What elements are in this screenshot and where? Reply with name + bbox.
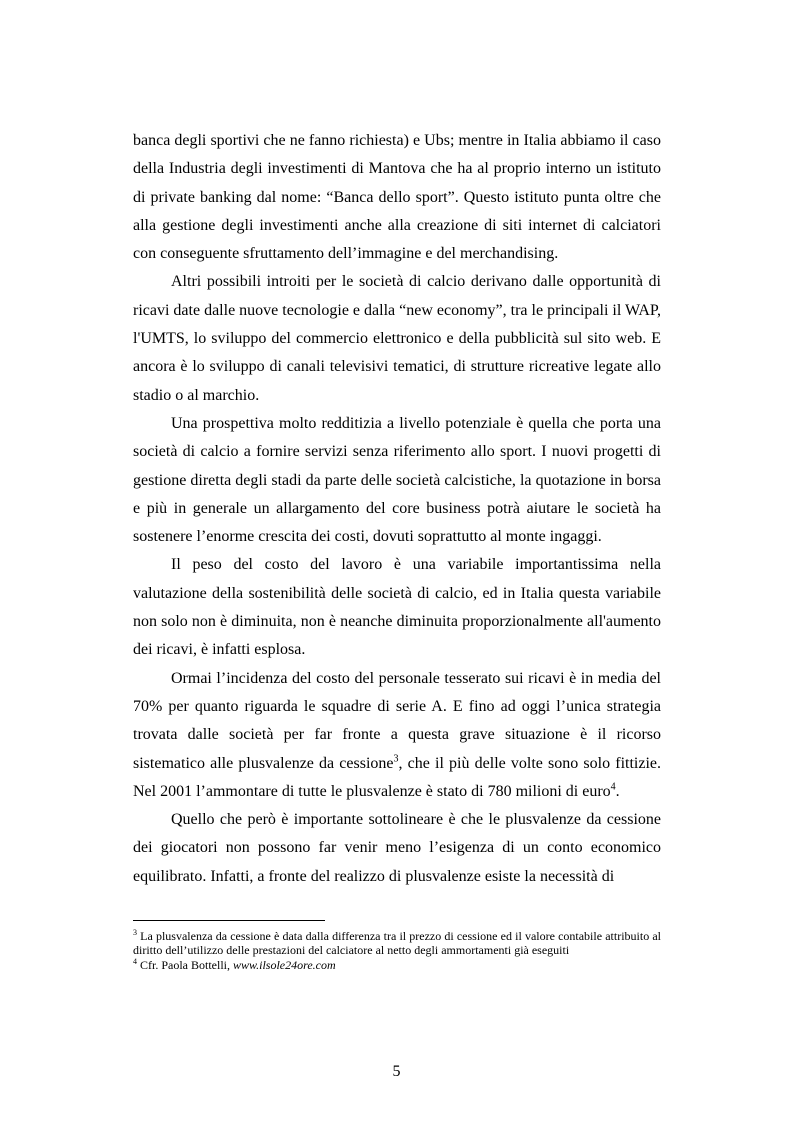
paragraph-4: Il peso del costo del lavoro è una variabile importantissima nella valutazione della sostenibilità delle società di calcio, ed in Italia questa variabile non solo non è diminuita, non è neanche diminuita proporzionalmente all'aumento dei ricavi, è infatti esplosa.: [133, 556, 661, 659]
footnote-ref-3: 3: [393, 753, 399, 765]
footnote-separator: [133, 920, 325, 921]
footnote-3-mark: 3: [133, 928, 137, 937]
paragraph-1: banca degli sportivi che ne fanno richiesta) e Ubs; mentre in Italia abbiamo il caso della Industria degli investimenti di Mantova che ha al proprio interno un istituto di private banking dal nome: “Banca dello sport”. Questo istituto punta oltre che alla gestione degli investimenti anche alla creazione di siti internet di calciatori con conseguente sfruttamento dell’immagine e del merchandising.: [133, 132, 661, 263]
page-number: 5: [392, 1063, 401, 1080]
paragraph-5-part-b: , che il più delle volte sono solo fittizie. Nel 2001 l’ammontare di tutte le plusvalenze è stato di 780 milioni di euro: [133, 754, 662, 800]
footnotes: [133, 929, 661, 972]
paragraph-5-part-c: .: [615, 782, 620, 800]
footnote-4-text: Cfr. Paola Bottelli,: [137, 957, 233, 972]
document-body: [133, 127, 661, 891]
footnote-4-mark: 4: [133, 956, 137, 966]
footnote-ref-4: 4: [610, 781, 616, 793]
footnote-4: [133, 958, 661, 972]
paragraph-6: Quello che però è importante sottolineare è che le plusvalenze da cessione dei giocatori non possono far venir meno l’esigenza di un conto economico equilibrato. Infatti, a fronte del realizzo di plusvalenze esiste la necessità di: [133, 811, 661, 885]
paragraph-5-part-a: Ormai l’incidenza del costo del personale tesserato sui ricavi è in media del 70% per quanto riguarda le squadre di serie A. E fino ad oggi l’unica strategia trovata dalle società per far fronte a questa grave situazione è il ricorso sistematico alle plusvalenze da cessione: [133, 669, 661, 772]
paragraph-2: Altri possibili introiti per le società di calcio derivano dalle opportunità di ricavi date dalle nuove tecnologie e dalla “new economy”, tra le principali il WAP, l'UMTS, lo sviluppo del commercio elettronico e della pubblicità sul sito web. E ancora è lo sviluppo di canali televisivi tematici, di strutture ricreative legate allo stadio o al marchio.: [133, 273, 661, 404]
footnote-4-url[interactable]: www.ilsole24ore.com: [233, 957, 336, 972]
footnote-3-text: La plusvalenza da cessione è data dalla differenza tra il prezzo di cessione ed il valore contabile attribuito al diritto dell’utilizzo delle prestazioni del calciatore al netto degli ammortamenti già eseguiti: [133, 929, 661, 958]
paragraph-5: [133, 665, 661, 806]
paragraph-3: Una prospettiva molto redditizia a livello potenziale è quella che porta una società di calcio a fornire servizi senza riferimento allo sport. I nuovi progetti di gestione diretta degli stadi da parte delle società calcistiche, la quotazione in borsa e più in generale un allargamento del core business potrà aiutare le società ha sostenere l’enorme crescita dei costi, dovuti soprattutto al monte ingaggi.: [133, 414, 661, 546]
footnote-3: [133, 929, 661, 958]
